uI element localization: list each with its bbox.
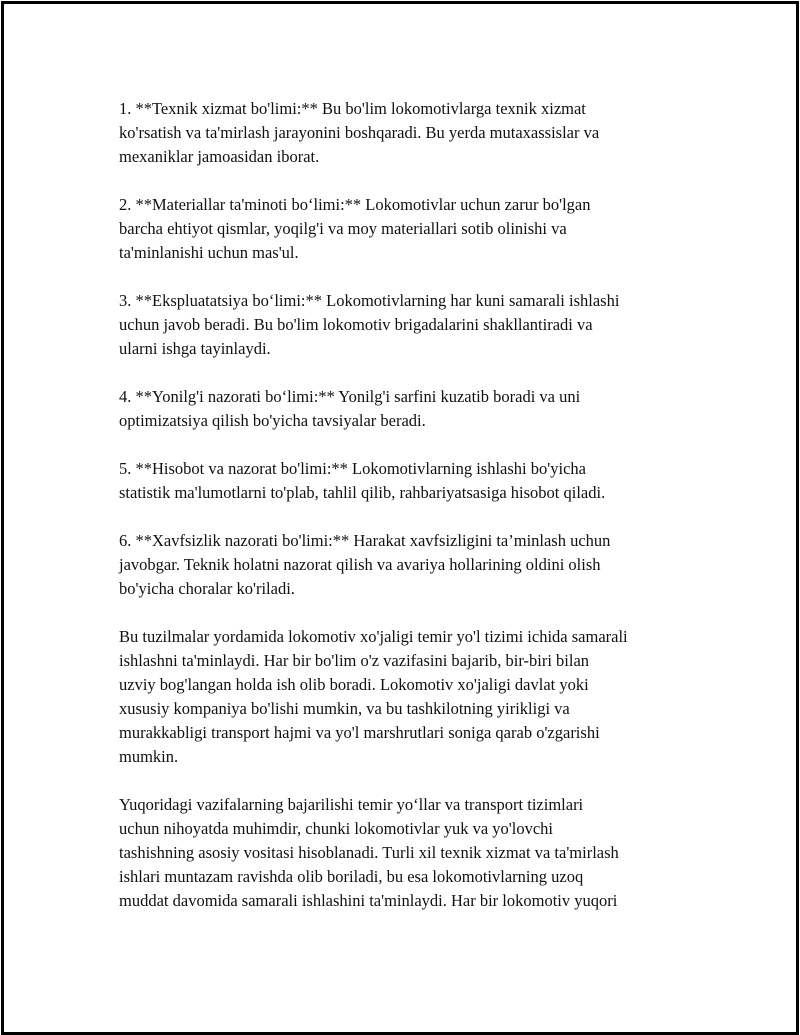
paragraph-safety-control: 6. **Xavfsizlik nazorati bo'limi:** Harakat xavfsizligini ta’minlash uchun javobgar. Teknik holatni nazorat qilish va avariya hollarining oldini olish bo'yicha choralar ko'riladi. bbox=[119, 531, 611, 598]
paragraph-materials-supply: 2. **Materiallar ta'minoti bo‘limi:** Lokomotivlar uchun zarur bo'lgan barcha ehtiyot qismlar, yoqilg'i va moy materiallari sotib olinishi va ta'minlanishi uchun mas'ul. bbox=[119, 195, 591, 262]
paragraph-operations: 3. **Ekspluatatsiya bo‘limi:** Lokomotivlarning har kuni samarali ishlashi uchun javob beradi. Bu bo'lim lokomotiv brigadalarini shakllantiradi va ularni ishga tayinlaydi. bbox=[119, 291, 620, 358]
paragraph-importance: Yuqoridagi vazifalarning bajarilishi temir yo‘llar va transport tizimlari uchun nihoyatda muhimdir, chunki lokomotivlar yuk va yo'lovchi tashishning asosiy vositasi hisoblanadi. Turli xil texnik xizmat va ta'mirlash ishlari muntazam ravishda olib boriladi, bu esa lokomotivlarning uzoq muddat davomida samarali ishlashini ta'minlaydi. Har bir lokomotiv yuqori bbox=[119, 795, 619, 910]
paragraph-technical-service: 1. **Texnik xizmat bo'limi:** Bu bo'lim lokomotivlarga texnik xizmat ko'rsatish va ta'mirlash jarayonini boshqaradi. Bu yerda mutaxassislar va mexaniklar jamoasidan iborat. bbox=[119, 99, 600, 166]
paragraph-structures-summary: Bu tuzilmalar yordamida lokomotiv xo'jaligi temir yo'l tizimi ichida samarali ishlashni ta'minlaydi. Har bir bo'lim o'z vazifasini bajarib, bir-biri bilan uzviy bog'langan holda ish olib boradi. Lokomotiv xo'jaligi davlat yoki xususiy kompaniya bo'lishi mumkin, va bu tashkilotning yirikligi va murakkabligi transport hajmi va yo'l marshrutlari soniga qarab o'zgarishi mumkin. bbox=[119, 627, 628, 766]
paragraph-reporting-control: 5. **Hisobot va nazorat bo'limi:** Lokomotivlarning ishlashi bo'yicha statistik ma'lumotlarni to'plab, tahlil qilib, rahbariyatsasiga hisobot qiladi. bbox=[119, 459, 606, 502]
paragraph-fuel-control: 4. **Yonilg'i nazorati bo‘limi:** Yonilg'i sarfini kuzatib boradi va uni optimizatsiya qilish bo'yicha tavsiyalar beradi. bbox=[119, 387, 581, 430]
document-page bbox=[1, 1, 799, 1035]
document-body bbox=[119, 97, 699, 913]
